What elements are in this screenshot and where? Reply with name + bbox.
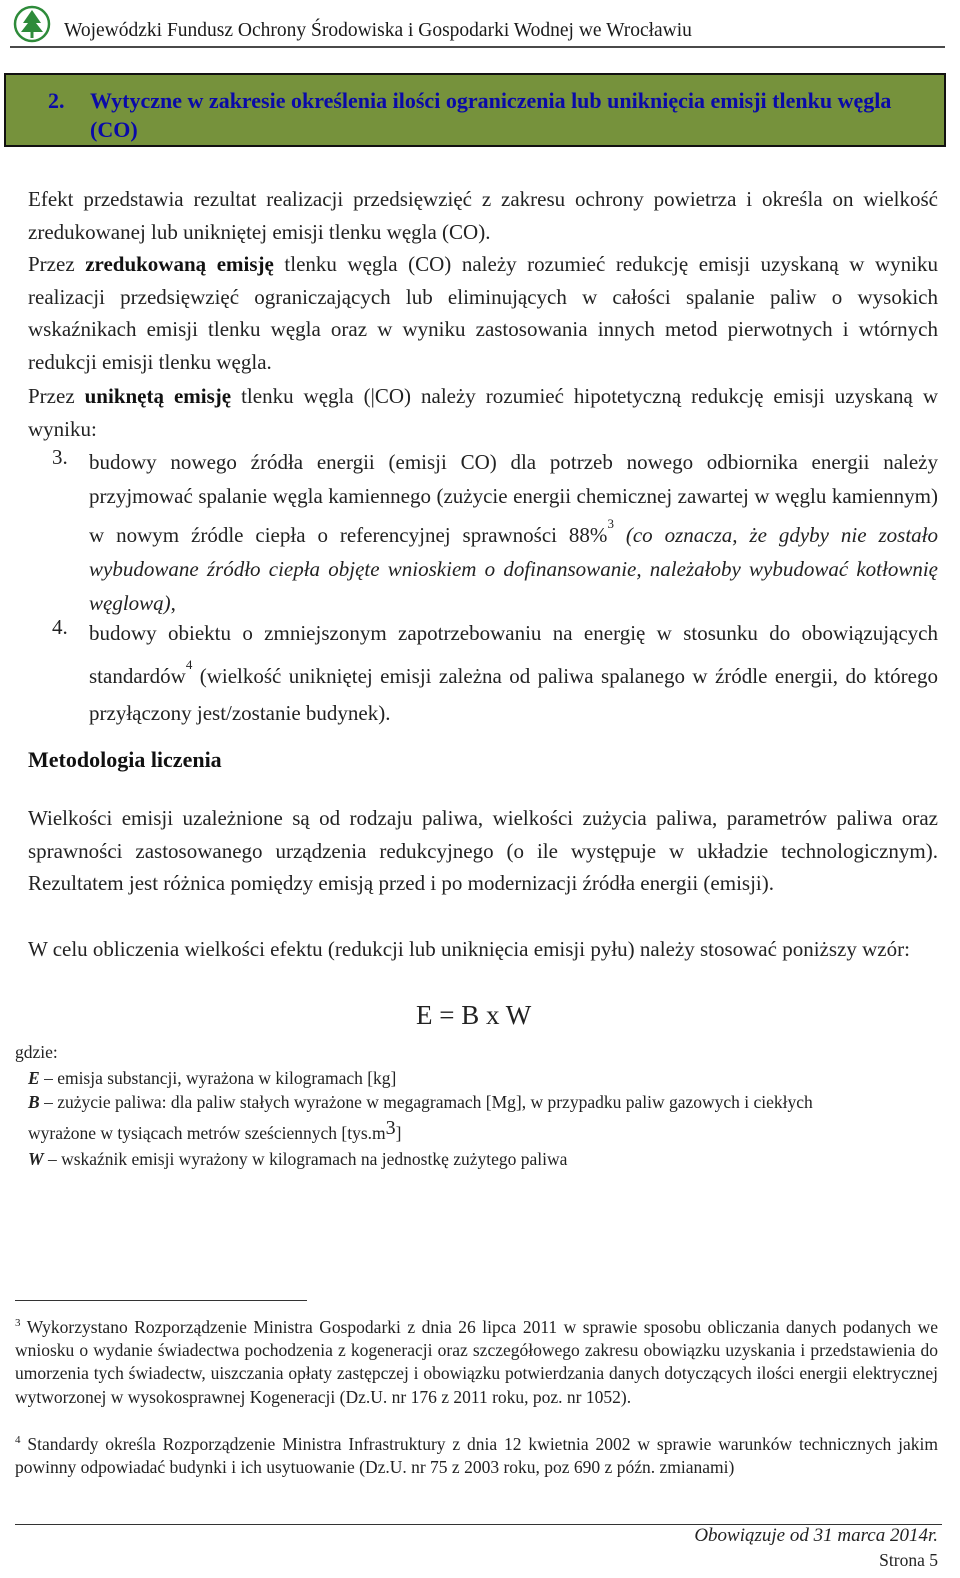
reduced-emission-term: zredukowaną emisję — [85, 252, 274, 276]
definition-text: wyrażone w tysiącach metrów sześciennych [tys.m — [28, 1123, 386, 1143]
definition-text: – emisja substancji, wyrażona w kilogramach [kg] — [39, 1068, 397, 1088]
reduced-emission-paragraph — [28, 248, 938, 378]
list-item-end: , — [170, 591, 176, 615]
formula-intro-paragraph: W celu obliczenia wielkości efektu (redukcji lub uniknięcia emisji pyłu) należy stosować poniższy wzór: — [28, 937, 910, 961]
footnote-ref: 4 — [185, 657, 193, 672]
definition-b-unit — [28, 1117, 943, 1145]
effective-date: Obowiązuje od 31 marca 2014r. — [694, 1525, 938, 1546]
definition-tail: ] — [395, 1123, 402, 1143]
footnote-4 — [15, 1429, 938, 1479]
definition-symbol: B — [28, 1092, 40, 1112]
avoided-emission-paragraph — [28, 380, 938, 445]
header-divider — [10, 46, 945, 48]
definition-b — [28, 1092, 943, 1113]
where-label: gdzie: — [15, 1042, 58, 1062]
footnote-number: 4 — [15, 1434, 21, 1446]
list-item-note: (co oznacza, że gdyby nie zostało wybudowane źródło ciepła objęte wnioskiem o dofinansowanie, należałoby wybudować kotłownię węglową) — [89, 523, 938, 615]
unit-superscript: 3 — [385, 1117, 396, 1139]
section-number: 2. — [48, 88, 65, 113]
footnote-divider — [15, 1300, 307, 1301]
emission-formula: E = B x W — [416, 1000, 532, 1030]
list-item-text — [89, 615, 938, 732]
footnote-text: Wykorzystano Rozporządzenie Ministra Gospodarki z dnia 26 lipca 2011 w sprawie sposobu obliczania danych podanych we wniosku o wydanie świadectwa pochodzenia z kogeneracji oraz szczegółowego zakresu obowiązku uzyskania i przedstawienia do umorzenia tych świadectw, uiszczania opłaty zastępczej i obowiązku potwierdzania danych dotyczących ilości energii elektrycznej wytworzonej w wysokosprawnej Kogeneracji (Dz.U. nr 176 z 2011 roku, poz. nr 1052). — [15, 1316, 939, 1407]
footnote-text: Standardy określa Rozporządzenie Ministra Infrastruktury z dnia 12 kwietnia 2002 w sprawie warunków technicznych jakim powinny odpowiadać budynki i ich usytuowanie (Dz.U. nr 75 z 2003 roku, poz 690 z późn. zmianami) — [15, 1433, 939, 1478]
footnote-ref: 3 — [607, 516, 614, 531]
page-number: Strona 5 — [879, 1550, 938, 1570]
footnote-3 — [15, 1312, 938, 1409]
intro-paragraph: Efekt przedstawia rezultat realizacji przedsięwzięć z zakresu ochrony powietrza i określa on wielkość zredukowanej lub unikniętej emisji tlenku węgla (CO). — [28, 187, 938, 244]
list-item-text — [89, 445, 938, 620]
list-item-main: budowy obiektu o zmniejszonym zapotrzebowaniu na energię w stosunku do obowiązujących standardów — [89, 621, 938, 688]
header-title: Wojewódzki Fundusz Ochrony Środowiska i Gospodarki Wodnej we Wrocławiu — [64, 20, 692, 41]
footnote-number: 3 — [15, 1317, 21, 1329]
definition-text: – wskaźnik emisji wyrażony w kilogramach na jednostkę zużytego paliwa — [43, 1149, 568, 1169]
definition-w — [28, 1149, 943, 1170]
avoided-definition: tlenku węgla (|CO) należy rozumieć hipotetyczną redukcję emisji uzyskaną w wyniku: — [28, 384, 939, 441]
avoided-pre: Przez — [28, 384, 85, 408]
definition-symbol: E — [28, 1068, 40, 1088]
methodology-heading: Metodologia liczenia — [28, 747, 222, 772]
page-header — [10, 2, 945, 46]
list-item-number: 3. — [52, 445, 68, 469]
reduced-definition: tlenku węgla (CO) należy rozumieć redukcję emisji uzyskaną w wyniku realizacji przedsięwzięć ograniczających lub eliminujących w całości spalanie paliw o wysokich wskaźnikach emisji tlenku węgla oraz w wyniku zastosowania innych metod pierwotnych i wtórnych redukcji emisji tlenku węgla. — [28, 252, 938, 374]
definition-text: – zużycie paliwa: dla paliw stałych wyrażone w megagramach [Mg], w przypadku paliw gazowych i ciekłych — [39, 1092, 813, 1112]
list-item-number: 4. — [52, 615, 68, 639]
definition-symbol: W — [28, 1149, 44, 1169]
list-item-rest: (wielkość unikniętej emisji zależna od paliwa spalanego w źródle energii, do którego przyłączony jest/zostanie budynek). — [89, 664, 938, 725]
methodology-paragraph: Wielkości emisji uzależnione są od rodzaju paliwa, wielkości zużycia paliwa, parametrów paliwa oraz sprawności zastosowanego urządzenia redukcyjnego (o ile występuje w układzie technologicznym). Rezultatem jest różnica pomiędzy emisją przed i po modernizacji źródła energii (emisji). — [28, 806, 938, 895]
list-item-main: budowy nowego źródła energii (emisji CO) dla potrzeb nowego odbiornika energii należy przyjmować spalanie węgla kamiennego (zużycie energii chemicznej zawartej w węglu kamiennym) w nowym źródle ciepła o referencyjnej sprawności 88% — [89, 450, 938, 547]
definition-e — [28, 1068, 943, 1089]
wfos-tree-logo-icon — [12, 4, 52, 49]
section-title: Wytyczne w zakresie określenia ilości ograniczenia lub uniknięcia emisji tlenku węgla (CO) — [90, 88, 892, 142]
reduced-pre: Przez — [28, 252, 86, 276]
avoided-emission-term: uniknętą emisję — [84, 384, 232, 408]
